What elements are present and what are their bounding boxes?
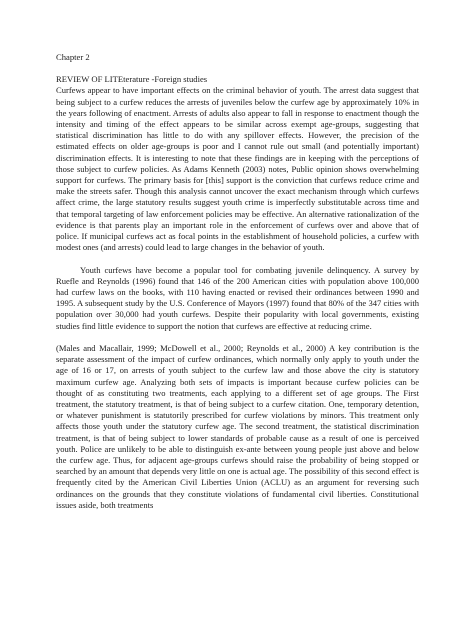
chapter-heading: Chapter 2 — [56, 52, 90, 62]
paragraph-key-contribution: (Males and Macallair, 1999; McDowell et al., 2000; Reynolds et al., 2000) A key contribution is the separate assessment of the impact of curfew ordinances, which normally only apply to youth under the age of 16 or 17, on arrests of youth subject to the curfew law and those above the city is statutory maximum curfew age. Analyzing both sets of impacts is important because curfew policies can be thought of as constituting two treatments, each applying to a different set of age groups. The First treatment, the statutory treatment, is that of being subject to a curfew citation. One, temporary detention, or whatever punishment is statutorily prescribed for curfew violations by minors. This treatment only affects those youth under the statutory curfew age. The second treatment, the statistical discrimination treatment, is that of being subject to lower standards of probable cause as a result of one is perceived youth. Police are unlikely to be able to distinguish ex-ante between young people just above and below the curfew age. Thus, for adjacent age-groups curfews should raise the probability of being stopped or searched by an amount that depends very little on one is actual age. The possibility of this second effect is frequently cited by the American Civil Liberties Union (ACLU) as an argument for reversing such ordinances on the grounds that they constitute violations of fundamental civil liberties. Constitutional issues aside, both treatments — [56, 343, 419, 510]
paragraph-curfew-effects: Curfews appear to have important effects on the criminal behavior of youth. The arrest data suggest that being subject to a curfew reduces the arrests of juveniles below the curfew age by approximately 10% in the years following of enactment. Arrests of adults also appear to fall in response to enactment though the intensity and timing of the effect appears to be similar across exempt age-groups, suggesting that statistical discrimination has little to do with any spillover effects. However, the precision of the estimated effects on older age-groups is poor and I cannot rule out small (and potentially important) discrimination effects. It is interesting to note that these findings are in keeping with the perceptions of those subject to curfew policies. As Adams Kenneth (2003) notes, Public opinion shows overwhelming support for curfews. The primary basis for [this] support is the conviction that curfews reduce crime and make the streets safer. Though this analysis cannot uncover the exact mechanism through which curfews affect crime, the large statutory results suggest youth crime is imperfectly substitutable across time and that temporal targeting of law enforcement policies may be effective. An alternative rationalization of the evidence is that parents play an important role in the enforcement of curfews over and above that of police. If municipal curfews act as focal points in the establishment of household policies, a curfew with modest ones (and arrests) could lead to large changes in the behavior of youth. — [56, 85, 419, 253]
paragraph-youth-curfews: Youth curfews have become a popular tool for combating juvenile delinquency. A survey by Ruefle and Reynolds (1996) found that 146 of the 200 American cities with population above 100,000 had curfew laws on the books, with 110 having enacted or revised their ordinances between 1990 and 1995. A subsequent study by the U.S. Conference of Mayors (1997) found that 80% of the 347 cities with population over 30,000 had youth curfews. Despite their popularity with local governments, existing studies find little evidence to support the notion that curfews are effective at reducing crime. — [56, 264, 419, 331]
section-heading: REVIEW OF LITEterature -Foreign studies — [56, 74, 208, 85]
document-body — [56, 52, 419, 511]
